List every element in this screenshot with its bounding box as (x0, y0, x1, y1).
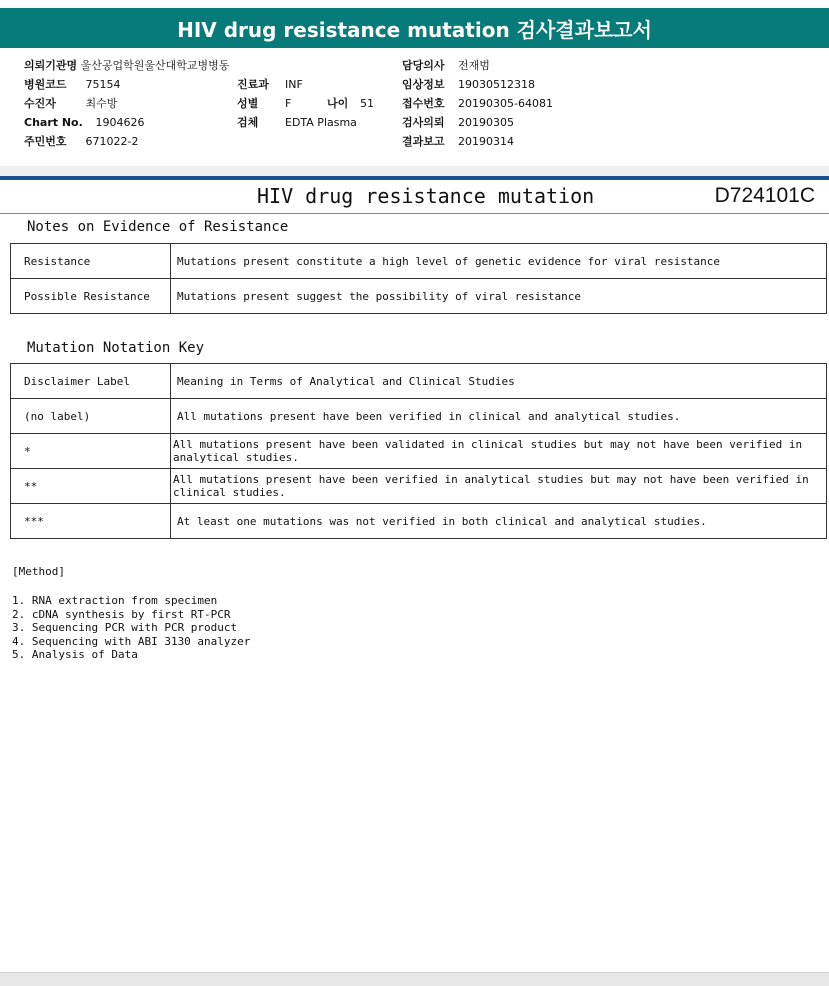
info-label: 결과보고 (402, 135, 445, 148)
notes-table (10, 243, 827, 314)
table-row (11, 244, 827, 279)
table-row (11, 399, 827, 434)
notes-section-title: Notes on Evidence of Resistance (27, 219, 289, 235)
patient-info-middle (237, 75, 374, 132)
info-row-patient (24, 94, 229, 113)
info-value: F (285, 97, 292, 110)
notation-label: * (11, 434, 171, 469)
info-label: 성별 (237, 97, 259, 110)
heading-rule (0, 213, 829, 214)
notation-meaning: All mutations present have been verified in clinical and analytical studies. (171, 399, 827, 434)
info-label: 수진자 (24, 97, 56, 110)
table-row (11, 279, 827, 314)
info-value: 20190305-64081 (458, 97, 553, 110)
bottom-scroll-area (0, 972, 829, 986)
notes-term: Possible Resistance (11, 279, 171, 314)
info-row-specimen (237, 113, 374, 132)
notation-meaning: All mutations present have been validated in clinical studies but may not have been verified in analytical studies. (171, 434, 827, 469)
info-value: EDTA Plasma (285, 116, 357, 129)
info-value: 20190305 (458, 116, 514, 129)
info-row-department (237, 75, 374, 94)
info-row-institution (24, 56, 229, 75)
notation-meaning: At least one mutations was not verified in both clinical and analytical studies. (171, 504, 827, 539)
patient-info-right (402, 56, 553, 151)
info-row-clinical-info (402, 75, 553, 94)
method-step: 2. cDNA synthesis by first RT-PCR (12, 607, 231, 621)
notes-meaning: Mutations present suggest the possibility of viral resistance (171, 279, 827, 314)
info-label: 담당의사 (402, 59, 445, 72)
report-code: D724101C (714, 184, 815, 207)
table-header-row (11, 364, 827, 399)
method-title: [Method] (12, 565, 65, 578)
info-value: 671022-2 (85, 135, 139, 148)
patient-info-left (24, 56, 229, 151)
method-step: 1. RNA extraction from specimen (12, 594, 218, 607)
method-step: 3. Sequencing PCR with PCR product (12, 621, 238, 634)
report-header-title: HIV drug resistance mutation 검사결과보고서 (177, 17, 652, 42)
notation-label: (no label) (11, 399, 171, 434)
info-row-request-date (402, 113, 553, 132)
info-value: 20190314 (458, 135, 514, 148)
report-title: HIV drug resistance mutation (257, 184, 595, 208)
divider-line (0, 176, 829, 180)
info-label: 주민번호 (24, 135, 67, 148)
patient-info-panel (0, 48, 829, 167)
info-row-chart-no (24, 113, 229, 132)
info-value: 75154 (85, 78, 121, 91)
info-row-accession-no (402, 94, 553, 113)
report-title-bar (0, 8, 829, 48)
report-heading (0, 182, 829, 212)
info-label: 임상정보 (402, 78, 445, 91)
table-row (11, 504, 827, 539)
info-value: 19030512318 (458, 78, 535, 91)
info-label: 접수번호 (402, 97, 445, 110)
info-value: 울산공업학원울산대학교병병동 (80, 59, 230, 72)
notation-label: *** (11, 504, 171, 539)
info-label: 의뢰기관명 (24, 59, 78, 72)
notation-meaning: All mutations present have been verified in analytical studies but may not have been verified in clinical studies. (171, 469, 827, 504)
info-row-physician (402, 56, 553, 75)
section-separator (0, 166, 829, 176)
notes-term: Resistance (11, 244, 171, 279)
info-value: 전재범 (458, 59, 490, 72)
table-row (11, 469, 827, 504)
info-value: 1904626 (95, 116, 145, 129)
notation-section-title: Mutation Notation Key (27, 340, 205, 356)
notes-meaning: Mutations present constitute a high level of genetic evidence for viral resistance (171, 244, 827, 279)
method-step: 4. Sequencing with ABI 3130 analyzer (12, 634, 251, 648)
info-value: INF (285, 78, 303, 91)
notation-header-label: Disclaimer Label (11, 364, 171, 399)
info-row-hospital-code (24, 75, 229, 94)
notation-header-meaning: Meaning in Terms of Analytical and Clinical Studies (171, 364, 827, 399)
info-label: 나이 (327, 97, 349, 110)
info-value: 최수방 (85, 97, 118, 110)
info-value: 51 (360, 97, 374, 110)
method-section (12, 565, 250, 662)
info-row-resident-no (24, 132, 229, 151)
method-step: 5. Analysis of Data (12, 648, 138, 661)
table-row (11, 434, 827, 469)
info-label: Chart No. (24, 116, 83, 129)
notation-table (10, 363, 827, 539)
info-label: 검사의뢰 (402, 116, 445, 129)
notation-label: ** (11, 469, 171, 504)
info-label: 검체 (237, 116, 259, 129)
info-label: 진료과 (237, 78, 269, 91)
info-row-sex (237, 94, 374, 113)
info-label: 병원코드 (24, 78, 67, 91)
info-row-report-date (402, 132, 553, 151)
